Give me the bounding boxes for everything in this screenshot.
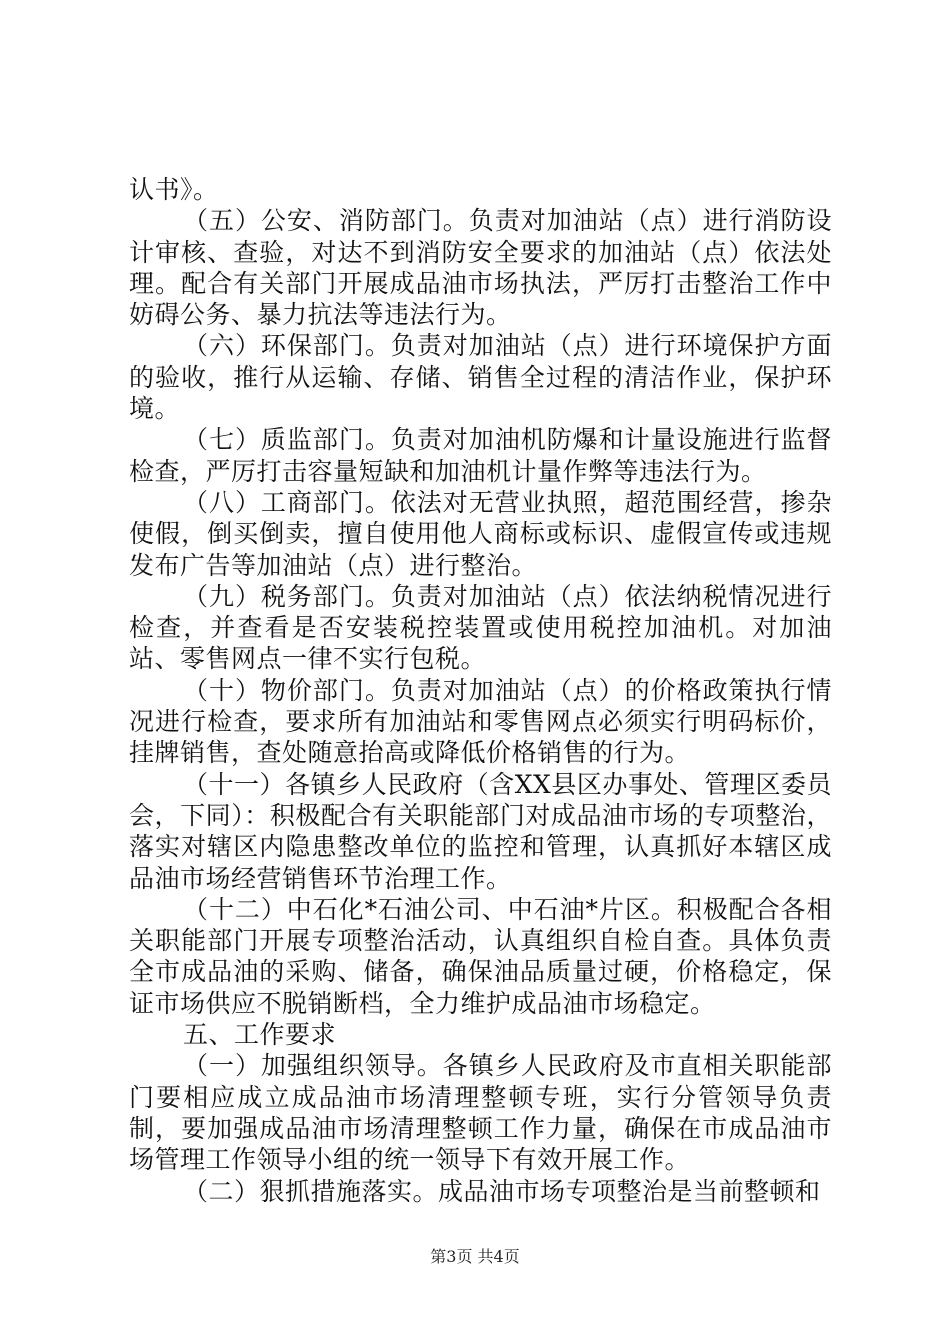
paragraph-6: （十）物价部门。负责对加油站（点）的价格政策执行情况进行检查，要求所有加油站和零售网点必须实行明码标价，挂牌销售，查处随意抬高或降低价格销售的行为。 — [129, 675, 832, 768]
paragraph-7: （十一）各镇乡人民政府（含XX县区办事处、管理区委员会，下同）：积极配合有关职能部门对成品油市场的专项整治，落实对辖区内隐患整改单位的监控和管理，认真抓好本辖区成品油市场经营销售环节治理工作。 — [129, 769, 832, 893]
paragraph-4: （八）工商部门。依法对无营业执照，超范围经营，掺杂使假，倒买倒卖，擅自使用他人商标或标识、虚假宣传或违规发布广告等加油站（点）进行整治。 — [129, 487, 832, 580]
paragraph-8: （十二）中石化*石油公司、中石油*片区。积极配合各相关职能部门开展专项整治活动，认真组织自检自查。具体负责全市成品油的采购、储备，确保油品质量过硬，价格稳定，保证市场供应不脱销断档，全力维护成品油市场稳定。 — [129, 894, 832, 1018]
section-heading: 五、工作要求 — [183, 1020, 337, 1050]
document-body — [129, 174, 832, 1207]
paragraph-1: （五）公安、消防部门。负责对加油站（点）进行消防设计审核、查验，对达不到消防安全要求的加油站（点）依法处理。配合有关部门开展成品油市场执法，严厉打击整治工作中妨碍公务、暴力抗法等违法行为。 — [129, 206, 832, 330]
page-number-label: 第3页 共4页 — [430, 1247, 520, 1266]
paragraph-3: （七）质监部门。负责对加油机防爆和计量设施进行监督检查，严厉打击容量短缺和加油机计量作弊等违法行为。 — [129, 425, 832, 486]
paragraph-10: （一）加强组织领导。各镇乡人民政府及市直相关职能部门要相应成立成品油市场清理整顿专班，实行分管领导负责制，要加强成品油市场清理整顿工作力量，确保在市成品油市场管理工作领导小组的统一领导下有效开展工作。 — [129, 1051, 832, 1175]
page-footer — [0, 1244, 950, 1267]
paragraph-0: 认书》。 — [129, 175, 219, 204]
paragraph-2: （六）环保部门。负责对加油站（点）进行环境保护方面的验收，推行从运输、存储、销售全过程的清洁作业，保护环境。 — [129, 331, 832, 424]
paragraph-5: （九）税务部门。负责对加油站（点）依法纳税情况进行检查，并查看是否安装税控装置或使用税控加油机。对加油站、零售网点一律不实行包税。 — [129, 581, 832, 674]
paragraph-11: （二）狠抓措施落实。成品油市场专项整治是当前整顿和 — [183, 1176, 821, 1206]
